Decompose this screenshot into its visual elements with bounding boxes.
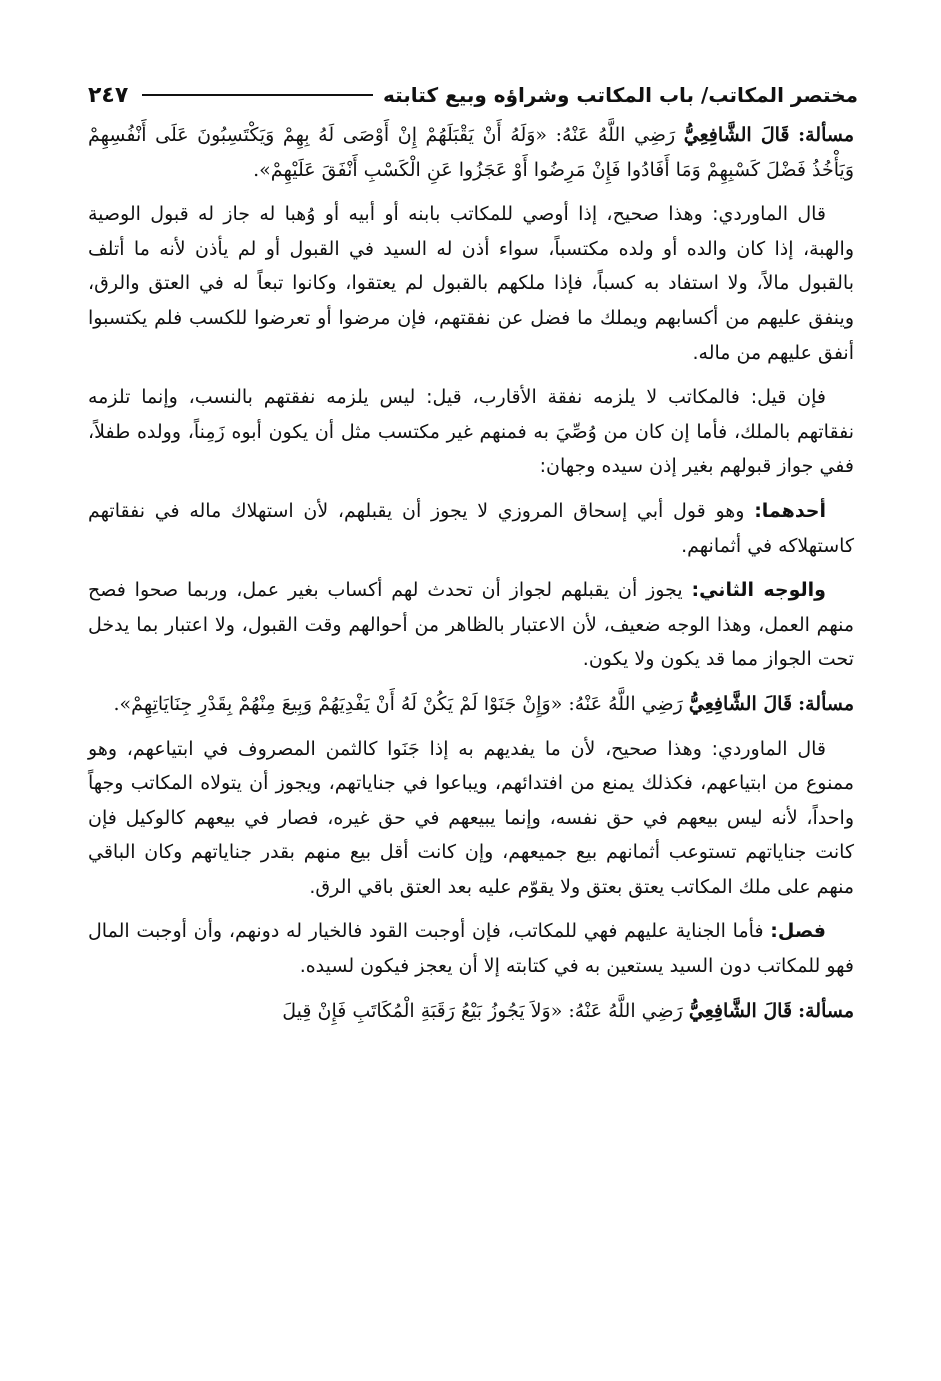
paragraph-lead: مسألة: [798,999,854,1022]
page-body [88,118,854,1038]
paragraph-text: وهو قول أبي إسحاق المروزي لا يجوز أن يقبلهم، لأن استهلاك ماله في نفقاتهم كاستهلاكه في أثمانهم. [88,499,854,557]
paragraph-objection [88,380,854,484]
paragraph-first-view [88,494,854,563]
paragraph-masala-3 [88,994,854,1029]
paragraph-text: قال الماوردي: وهذا صحيح، لأن ما يفديهم به إذا جَنَوا كالثمن المصروف في ابتياعهم، وهو ممنوع من ابتياعهم، فكذلك يمنع من افتدائهم، ويباعوا في جناياتهم، ويجوز أن يتولاه المكاتب وجهاً واحداً، لأنه ليس بيعهم في حق نفسه، وإنما يبيعهم في حق غيره، فصار في بيعهم كالوكيل فإن كانت جناياتهم تستوعب أثمانهم بيع جميعهم، وإن كانت أقل بيع منهم بقدر جناياتهم وكان الباقي منهم على ملك المكاتب يعتق بعتق ولا يقوّم عليه بعد العتق باقي الرق. [88,737,854,898]
paragraph-second-view [88,573,854,677]
header-rule [142,94,373,96]
paragraph-masala-1 [88,118,854,187]
paragraph-fasl [88,914,854,983]
running-title: مختصر المكاتب/ باب المكاتب وشراؤه وبيع كتابته [382,83,858,107]
page-header [88,78,858,112]
author-name: قَالَ الشَّافِعِيُّ [688,692,793,715]
paragraph-lead: مسألة: [798,692,854,715]
paragraph-text: رَضِي اللَّهُ عَنْهُ: «وَلاَ يَجُوزُ بَيْعُ رَقَبَةِ الْمُكَاتَبِ فَإِنْ قِيلَ [282,999,683,1022]
page-number: ٢٤٧ [88,82,129,108]
paragraph-text: يجوز أن يقبلهم لجواز أن تحدث لهم أكساب بغير عمل، وربما صحوا فصح منهم العمل، وهذا الوجه ضعيف، لأن الاعتبار بالظاهر من أحوالهم وقت القبول، ولا اعتبار بما يدخل تحت الجواز مما قد يكون ولا يكون. [88,579,854,671]
paragraph-mawardi-1 [88,197,854,370]
paragraph-text: فأما الجناية عليهم فهي للمكاتب، فإن أوجبت القود فالخيار له دونهم، وأن أوجبت المال فهو للمكاتب دون السيد يستعين به في كتابته إلا أن يعجز فيكون لسيده. [88,920,854,978]
paragraph-lead: فصل: [770,920,826,943]
author-name: قَالَ الشَّافِعِيُّ [683,124,790,146]
paragraph-text: قال الماوردي: وهذا صحيح، إذا أوصي للمكاتب بابنه أو أبيه أو وُهبا له جاز له قبول الوصية والهبة، إذا كان والده أو ولده مكتسباً، سواء أذن له السيد في القبول أو لم يأذن لأنه ما أتلف بالقبول مالاً، ولا استفاد به كسباً، فإذا ملكهم بالقبول لم يعتقوا، وكانوا تبعاً له في العتق والرق، وينفق عليهم من أكسابهم ويملك ما فضل عن نفقتهم، فإن مرضوا أو تعرضوا للكسب فلم يكتسبوا أنفق عليهم من ماله. [88,203,854,364]
author-name: قَالَ الشَّافِعِيُّ [688,999,793,1022]
paragraph-masala-2 [88,687,854,722]
paragraph-text: رَضِي اللَّهُ عَنْهُ: «وَإِنْ جَنَوْا لَمْ يَكُنْ لَهُ أَنْ يَفْدِيَهُمْ وَبِيعَ مِنْهُمْ بِقَدْرِ جِنَايَاتِهِمْ». [113,692,683,715]
paragraph-lead: والوجه الثاني: [691,579,826,602]
paragraph-text: رَضِي اللَّهُ عَنْهُ: «وَلَهُ أَنْ يَقْبَلَهُمْ إِنْ أَوْصَى لَهُ بِهِمْ وَيَكْتَسِبُونَ عَلَى أَنْفُسِهِمْ وَيَأْخُذُ فَضْلَ كَسْبِهِمْ وَمَا أَفَادُوا فَإِنْ مَرِضُوا أَوْ عَجَزُوا عَنِ الْكَسْبِ أَنْفَقَ عَلَيْهِمْ». [88,124,854,181]
paragraph-lead: مسألة: [798,124,854,146]
paragraph-text: فإن قيل: فالمكاتب لا يلزمه نفقة الأقارب، قيل: ليس يلزمه نفقتهم بالنسب، وإنما تلزمه نفقاتهم بالملك، فأما إن كان من وُصِّيَ به فمنهم غير مكتسب مثل أن يكون أبوه زَمِناً، وولده طفلاً، ففي جواز قبولهم بغير إذن سيده وجهان: [88,386,854,478]
paragraph-lead: أحدهما: [754,499,827,522]
paragraph-mawardi-2 [88,732,854,905]
